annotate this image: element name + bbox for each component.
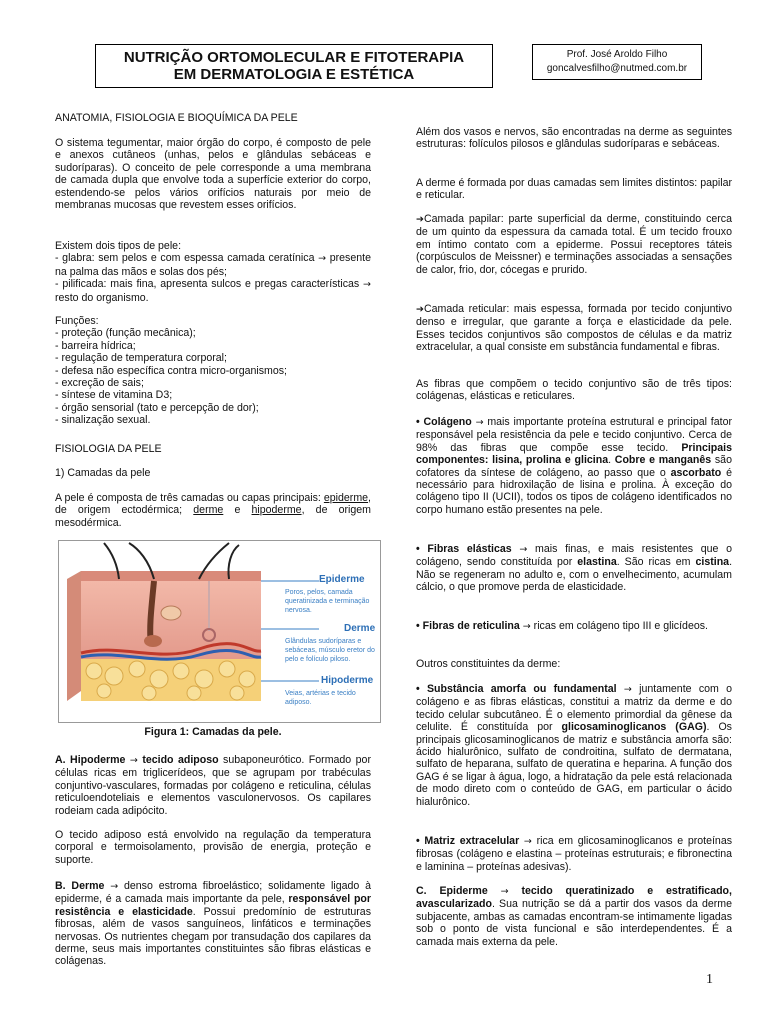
derme-paragraph: B. Derme → denso estroma fibroelástico; solidamente ligado à epiderme, é a camada mais importante da pele, responsável por resistência e elasticidade. Possui predomínio de estruturas fibrosas, além de vasos sanguíneos, linfáticos e terminações nervosas. Os nutrientes chegam por transudação dos capilares da derme, seus mais importantes constituintes são fibras elásticas e colágenas. (55, 880, 372, 968)
paragraph-outros: Outros constituintes da derme: (416, 658, 561, 670)
figure-desc-derme: Glândulas sudoríparas e sebáceas, músculo eretor do pelo e folículo piloso. (285, 638, 375, 663)
paragraph-structures: Além dos vasos e nervos, são encontradas na derme as seguintes estruturas: folículos pilosos e glândulas sudoríparas e sebáceas. (416, 126, 732, 151)
section-heading-anatomy: ANATOMIA, FISIOLOGIA E BIOQUÍMICA DA PELE (55, 112, 298, 124)
author-email: goncalvesfilho@nutmed.com.br (546, 63, 688, 74)
list-item: - proteção (função mecânica); (55, 327, 196, 340)
functions-title: Funções: (55, 315, 99, 327)
document-title (95, 44, 493, 88)
hipoderme-paragraph: A. Hipoderme → tecido adiposo subaponeurótico. Formado por células ricas em triglicerídeos, que se agrupam por trabéculas conjuntivo-vasculares, formadas por colágeno e reticulina, células reticuloendoteliais e elementos vasculonervosos. Os capilares rodeiam cada adipócito. (55, 754, 371, 817)
paragraph-reticular: ➔Camada reticular: mais espessa, formada por tecido conjuntivo denso e irregular, que garante a força e elasticidade da pele. Esses tecidos conjuntivos são compostos de células e da matriz extracelular, a qual consiste em substância fundamental e fibras. (416, 303, 732, 354)
author-box (532, 44, 702, 80)
figure-caption: Figura 1: Camadas da pele. (144, 726, 282, 738)
figure-label-derme: Derme (344, 623, 376, 634)
page-number: 1 (706, 972, 713, 987)
list-item: - regulação de temperatura corporal; (55, 352, 227, 365)
subheading-layers: 1) Camadas da pele (55, 467, 151, 479)
skin-type-pilificada: - pilificada: mais fina, apresenta sulcos e pregas características → resto do organismo. (55, 278, 371, 304)
functions-list (55, 315, 371, 427)
title-line-2: EM DERMATOLOGIA E ESTÉTICA (173, 66, 415, 83)
author-name: Prof. José Aroldo Filho (566, 49, 668, 60)
arrow-icon: ➔ (416, 214, 424, 225)
skin-type-glabra: - glabra: sem pelos e com espessa camada ceratínica → presente na palma das mãos e solas dos pés; (55, 252, 371, 278)
title-line-1: NUTRIÇÃO ORTOMOLECULAR E FITOTERAPIA (123, 49, 465, 66)
list-item: - excreção de sais; (55, 377, 144, 390)
paragraph-matriz: • Matriz extracelular → rica em glicosaminoglicanos e proteínas fibrosas (colágeno e elastina – proteínas estruturais; e fibronectina e laminina – proteínas adesivas). (416, 835, 733, 873)
layers-paragraph: A pele é composta de três camadas ou capas principais: epiderme, de origem ectodérmica; derme e hipoderme, de origem mesodérmica. (55, 492, 371, 529)
list-item: - sinalização sexual. (55, 414, 151, 427)
adipose-paragraph: O tecido adiposo está envolvido na regulação da temperatura corporal e termoisolamento, provisão de energia, proteção e suporte. (55, 829, 371, 866)
section-heading-physiology: FISIOLOGIA DA PELE (55, 443, 162, 455)
paragraph-fibers: As fibras que compõem o tecido conjuntivo são de três tipos: colágenas, elásticas e reticulares. (416, 378, 732, 403)
list-item: - órgão sensorial (tato e percepção de dor); (55, 401, 259, 414)
figure-desc-epiderme: Poros, pelos, camada queratinizada e terminação nervosa. (285, 589, 370, 614)
paragraph-epiderme: C. Epiderme → tecido queratinizado e estratificado, avascularizado. Sua nutrição se dá a partir dos vasos da derme subjacente, ambas as camadas encontram-se intimamente ligadas sob o ponto de vista funcional e são interdependentes. É a camada mais externa da pele. (416, 885, 732, 948)
skin-types-intro: Existem dois tipos de pele: (55, 240, 182, 252)
paragraph-derm-layers: A derme é formada por duas camadas sem limites distintos: papilar e reticular. (416, 177, 732, 202)
paragraph-colageno: • Colágeno → mais importante proteína estrutural e principal fator responsável pela resistência da pele e tecido conjuntivo. Cerca de 98% das fibras que compõe esse tecido. Principais componentes: lisina, prolina e glicina. Cobre e manganês são cofatores da síntese de colágeno, ao passo que o ascorbato é necessário para hidroxilação de lisina e prolina. À exceção do colágeno tipo II (UCII), todos os tipos de colágeno identificados no corpo humano estão presentes na pele. (416, 416, 732, 516)
figure-label-hipoderme: Hipoderme (321, 675, 374, 686)
list-item: - barreira hídrica; (55, 339, 136, 352)
figure-label-epiderme: Epiderme (319, 574, 365, 585)
paragraph-reticulina: • Fibras de reticulina → ricas em colágeno tipo III e glicídeos. (416, 620, 708, 632)
arrow-icon: ➔ (416, 304, 424, 315)
paragraph-elasticas: • Fibras elásticas → mais finas, e mais resistentes que o colágeno, sendo constituída por elastina. São ricas em cistina. Não se regeneram no adulto e, com o envelhecimento, acumulam cálcio, o que promove perda de elasticidade. (416, 543, 733, 594)
list-item: - síntese de vitamina D3; (55, 389, 173, 402)
skin-layers-figure (58, 540, 381, 723)
paragraph-amorfa: • Substância amorfa ou fundamental → juntamente com o colágeno e as fibras elásticas, constitui a matriz da derme e do tecido celular subcutâneo. É o elemento primordial da gênese da celulite. É constituída por glicosaminoglicanos (GAG). Os principais glicosaminoglicanos de matriz e substância amorfa são: ácido hialurônico, sulfato de condroitina, sulfato de dermatana, sulfato de heparana, sulfato de queratina e heparina. A função dos GAG é se ligar à água, logo, a hidratação da pele está relacionada de modo direto com o conteúdo de GAG, em particular o ácido hialurônico. (416, 683, 732, 808)
list-item: - defesa não específica contra micro-organismos; (55, 364, 287, 377)
figure-desc-hipoderme: Veias, artérias e tecido adiposo. (285, 690, 356, 706)
skin-types (55, 240, 371, 304)
paragraph-papilar: ➔Camada papilar: parte superficial da derme, constituindo cerca de um quinto da espessura da camada total. É um tecido frouxo em íntimo contato com a epiderme. Possui receptores táteis (corpúsculos de Meissner) e terminações associadas a sensações de calor, frio, dor, cócegas e prurido. (416, 213, 732, 276)
intro-paragraph: O sistema tegumentar, maior órgão do corpo, é composto de pele e anexos cutâneos (unhas, pelos e glândulas sebáceas e sudoríparas). O conceito de pele corresponde a uma membrana de camada dupla que envolve toda a superfície exterior do corpo, estendendo-se pelos vários orifícios naturais por meio de membranas mucosas que revestem esses orifícios. (55, 137, 371, 212)
